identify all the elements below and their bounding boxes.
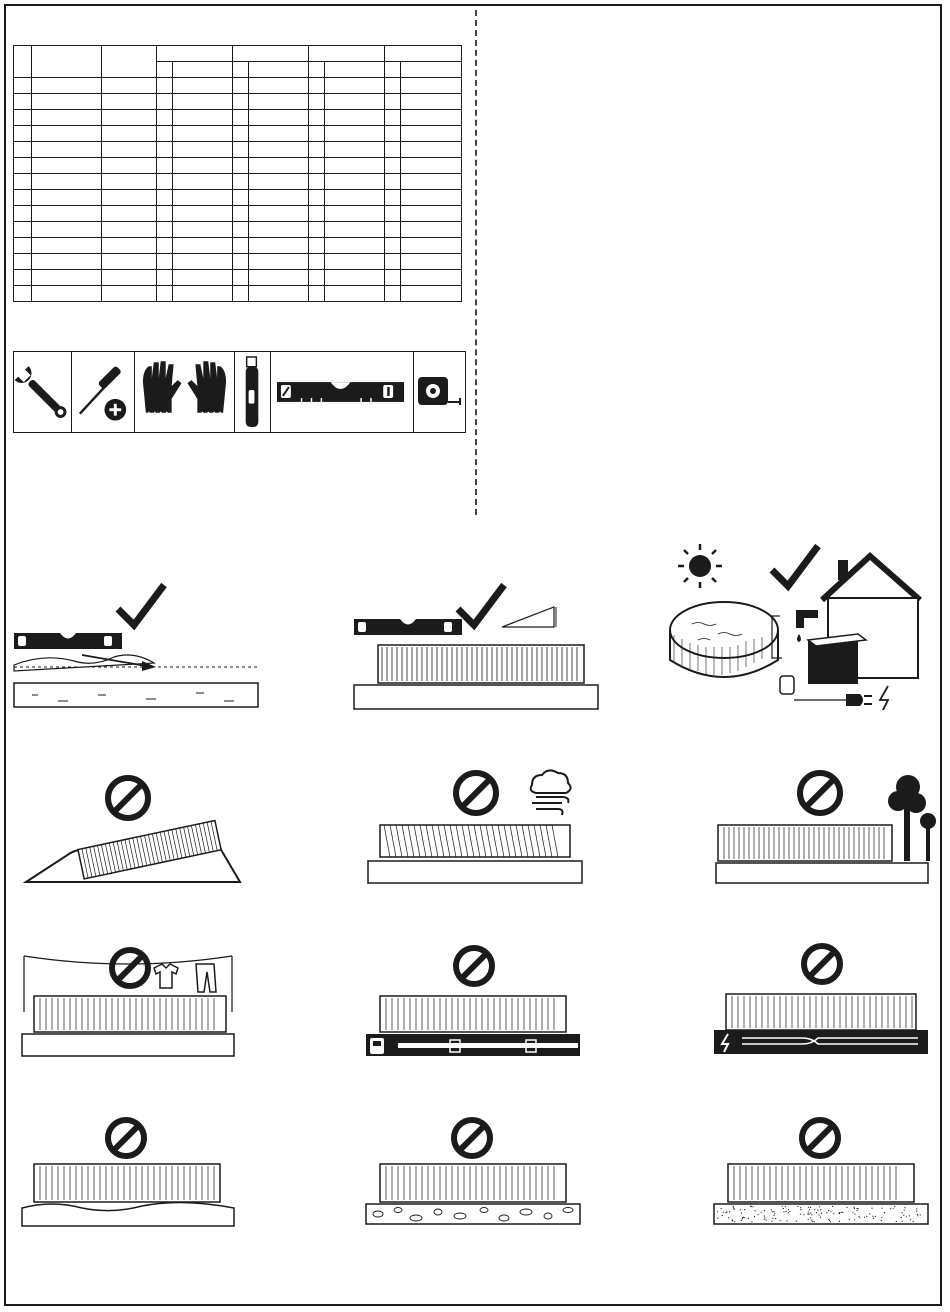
prohibited-icon <box>456 948 492 984</box>
table-cell <box>233 142 249 158</box>
table-cell <box>173 126 233 142</box>
table-cell <box>14 190 32 206</box>
work-gloves-icon <box>135 352 234 432</box>
table-cell <box>32 238 102 254</box>
table-row <box>14 286 462 302</box>
header-cell <box>14 46 32 78</box>
table-cell <box>385 126 401 142</box>
prohibited-icon <box>456 773 496 813</box>
table-cell <box>233 206 249 222</box>
table-cell <box>102 206 157 222</box>
table-cell <box>249 78 309 94</box>
table-cell <box>309 238 325 254</box>
table-cell <box>233 270 249 286</box>
table-row <box>14 126 462 142</box>
table-cell <box>173 254 233 270</box>
table-cell <box>32 78 102 94</box>
table-cell <box>14 158 32 174</box>
table-cell <box>385 110 401 126</box>
header-group-cell <box>233 46 309 62</box>
table-row <box>14 270 462 286</box>
table-cell <box>325 254 385 270</box>
table-row <box>14 222 462 238</box>
table-cell <box>309 254 325 270</box>
table-cell <box>173 190 233 206</box>
table-cell <box>325 190 385 206</box>
table-cell <box>233 78 249 94</box>
table-cell <box>249 254 309 270</box>
table-cell <box>32 254 102 270</box>
table-cell <box>157 174 173 190</box>
table-header-row <box>14 46 462 62</box>
table-cell <box>233 94 249 110</box>
table-cell <box>325 158 385 174</box>
table-cell <box>385 78 401 94</box>
table-cell <box>385 270 401 286</box>
table-cell <box>102 286 157 302</box>
table-cell <box>32 126 102 142</box>
panel-uneven-ground <box>18 1110 240 1228</box>
table-cell <box>32 206 102 222</box>
table-cell <box>14 206 32 222</box>
table-cell <box>325 126 385 142</box>
table-cell <box>249 126 309 142</box>
header-cell <box>309 62 325 78</box>
table-cell <box>401 222 462 238</box>
table-cell <box>385 238 401 254</box>
table-cell <box>32 94 102 110</box>
panel-sand <box>712 1110 932 1228</box>
table-cell <box>157 126 173 142</box>
table-cell <box>385 142 401 158</box>
table-cell <box>102 142 157 158</box>
table-cell <box>173 174 233 190</box>
table-cell <box>325 286 385 302</box>
table-cell <box>401 94 462 110</box>
phillips-screwdriver-icon <box>72 352 134 432</box>
table-cell <box>401 190 462 206</box>
table-cell <box>32 158 102 174</box>
table-cell <box>325 270 385 286</box>
table-cell <box>102 190 157 206</box>
table-cell <box>157 190 173 206</box>
table-cell <box>233 190 249 206</box>
table-cell <box>325 94 385 110</box>
table-cell <box>102 222 157 238</box>
panel-near-house <box>668 540 944 710</box>
table-cell <box>14 174 32 190</box>
table-cell <box>32 190 102 206</box>
table-cell <box>309 110 325 126</box>
fuel-pump-icon <box>370 1038 384 1054</box>
required-tools <box>13 351 466 433</box>
table-row <box>14 206 462 222</box>
spirit-level-icon <box>14 633 122 649</box>
table-cell <box>102 94 157 110</box>
table-cell <box>32 142 102 158</box>
panel-trees <box>714 765 940 887</box>
prohibited-icon <box>804 946 840 982</box>
table-cell <box>233 238 249 254</box>
table-cell <box>401 270 462 286</box>
table-cell <box>173 142 233 158</box>
spirit-level-icon <box>354 619 462 635</box>
table-cell <box>14 126 32 142</box>
table-cell <box>325 222 385 238</box>
table-cell <box>14 222 32 238</box>
table-row <box>14 254 462 270</box>
table-cell <box>309 142 325 158</box>
prohibited-icon <box>112 950 148 986</box>
table-cell <box>14 110 32 126</box>
table-cell <box>325 206 385 222</box>
table-row <box>14 158 462 174</box>
table-cell <box>173 206 233 222</box>
header-cell <box>157 62 173 78</box>
table-cell <box>401 286 462 302</box>
table-cell <box>309 190 325 206</box>
table-row <box>14 94 462 110</box>
header-cell <box>385 62 401 78</box>
table-cell <box>249 190 309 206</box>
table-cell <box>157 270 173 286</box>
tool-gloves <box>135 352 235 432</box>
table-row <box>14 174 462 190</box>
table-cell <box>385 94 401 110</box>
table-cell <box>309 174 325 190</box>
table-cell <box>401 254 462 270</box>
panel-level-ground <box>12 575 262 710</box>
table-cell <box>249 158 309 174</box>
table-cell <box>249 174 309 190</box>
table-row <box>14 78 462 94</box>
table-cell <box>385 174 401 190</box>
table-cell <box>14 254 32 270</box>
panel-power-cable <box>712 940 932 1060</box>
table-cell <box>157 110 173 126</box>
table-cell <box>249 206 309 222</box>
table-cell <box>14 238 32 254</box>
wrench-icon <box>14 352 71 432</box>
table-cell <box>309 126 325 142</box>
table-cell <box>102 254 157 270</box>
table-cell <box>309 158 325 174</box>
table-cell <box>32 222 102 238</box>
wind-cloud-icon <box>531 770 571 815</box>
table-cell <box>32 174 102 190</box>
table-cell <box>102 270 157 286</box>
table-cell <box>173 238 233 254</box>
table-cell <box>173 158 233 174</box>
sun-icon <box>678 544 722 588</box>
table-cell <box>401 126 462 142</box>
table-cell <box>32 270 102 286</box>
table-cell <box>309 94 325 110</box>
table-cell <box>233 174 249 190</box>
table-cell <box>157 78 173 94</box>
parts-table <box>13 45 462 302</box>
table-cell <box>325 142 385 158</box>
table-cell <box>32 286 102 302</box>
table-cell <box>309 286 325 302</box>
prohibited-icon <box>800 773 840 813</box>
table-cell <box>173 286 233 302</box>
header-cell <box>325 62 385 78</box>
table-cell <box>249 286 309 302</box>
spirit-level-icon <box>271 352 413 432</box>
panel-gravel <box>364 1110 584 1228</box>
prohibited-icon <box>454 1120 490 1156</box>
table-cell <box>309 206 325 222</box>
tool-screwdriver <box>72 352 135 432</box>
table-cell <box>309 270 325 286</box>
table-cell <box>157 206 173 222</box>
table-cell <box>385 190 401 206</box>
panel-slope <box>22 772 246 887</box>
table-cell <box>325 238 385 254</box>
table-cell <box>385 206 401 222</box>
panel-level-pool <box>352 575 602 710</box>
tree-icon <box>888 775 936 861</box>
table-cell <box>249 94 309 110</box>
table-cell <box>401 206 462 222</box>
power-plug-icon <box>846 686 888 710</box>
table-cell <box>309 78 325 94</box>
table-cell <box>325 110 385 126</box>
table-cell <box>249 142 309 158</box>
table-cell <box>233 110 249 126</box>
table-cell <box>309 222 325 238</box>
table-cell <box>14 78 32 94</box>
table-cell <box>102 238 157 254</box>
table-cell <box>325 174 385 190</box>
header-group-cell <box>157 46 233 62</box>
table-row <box>14 238 462 254</box>
header-cell <box>173 62 233 78</box>
panel-wind <box>366 765 584 887</box>
table-row <box>14 110 462 126</box>
table-cell <box>102 126 157 142</box>
table-cell <box>157 94 173 110</box>
table-cell <box>233 222 249 238</box>
table-cell <box>157 238 173 254</box>
check-icon <box>118 585 164 625</box>
table-cell <box>173 222 233 238</box>
prohibited-icon <box>108 1120 144 1156</box>
table-cell <box>173 78 233 94</box>
table-row <box>14 142 462 158</box>
laundry-icon <box>154 964 216 992</box>
table-cell <box>249 270 309 286</box>
table-cell <box>157 142 173 158</box>
panel-gas-pipe <box>364 940 584 1060</box>
table-cell <box>157 254 173 270</box>
table-cell <box>32 110 102 126</box>
table-cell <box>157 222 173 238</box>
prohibited-icon <box>802 1120 838 1156</box>
table-cell <box>401 158 462 174</box>
tool-spirit-level <box>271 352 414 432</box>
table-cell <box>233 158 249 174</box>
table-cell <box>14 142 32 158</box>
table-cell <box>249 238 309 254</box>
tool-tape-measure <box>414 352 464 432</box>
table-row <box>14 190 462 206</box>
tool-utility-knife <box>235 352 271 432</box>
table-cell <box>157 286 173 302</box>
table-cell <box>385 286 401 302</box>
table-cell <box>401 238 462 254</box>
header-cell <box>102 46 157 78</box>
table-cell <box>173 94 233 110</box>
table-cell <box>385 222 401 238</box>
table-cell <box>233 126 249 142</box>
table-cell <box>401 78 462 94</box>
table-cell <box>401 110 462 126</box>
table-cell <box>102 78 157 94</box>
table-cell <box>401 142 462 158</box>
table-cell <box>385 158 401 174</box>
column-divider <box>475 10 477 515</box>
table-cell <box>385 254 401 270</box>
table-cell <box>233 254 249 270</box>
table-cell <box>249 110 309 126</box>
table-cell <box>249 222 309 238</box>
utility-knife-icon <box>235 352 270 432</box>
panel-clothesline <box>18 940 240 1060</box>
table-cell <box>14 94 32 110</box>
house-icon <box>808 556 920 684</box>
header-cell <box>233 62 249 78</box>
prohibited-icon <box>108 778 148 818</box>
header-cell <box>249 62 309 78</box>
table-cell <box>102 110 157 126</box>
header-group-cell <box>385 46 462 62</box>
check-icon <box>772 546 818 586</box>
table-cell <box>173 110 233 126</box>
round-pool <box>670 602 778 677</box>
pool-wall <box>378 645 584 683</box>
table-cell <box>325 78 385 94</box>
check-icon <box>458 585 504 625</box>
table-cell <box>14 286 32 302</box>
table-cell <box>233 286 249 302</box>
table-cell <box>157 158 173 174</box>
table-cell <box>401 174 462 190</box>
header-cell <box>32 46 102 78</box>
header-group-cell <box>309 46 385 62</box>
table-cell <box>173 270 233 286</box>
header-cell <box>401 62 462 78</box>
table-cell <box>102 158 157 174</box>
tape-measure-icon <box>414 352 464 432</box>
table-cell <box>14 270 32 286</box>
table-cell <box>102 174 157 190</box>
tool-wrench <box>14 352 72 432</box>
